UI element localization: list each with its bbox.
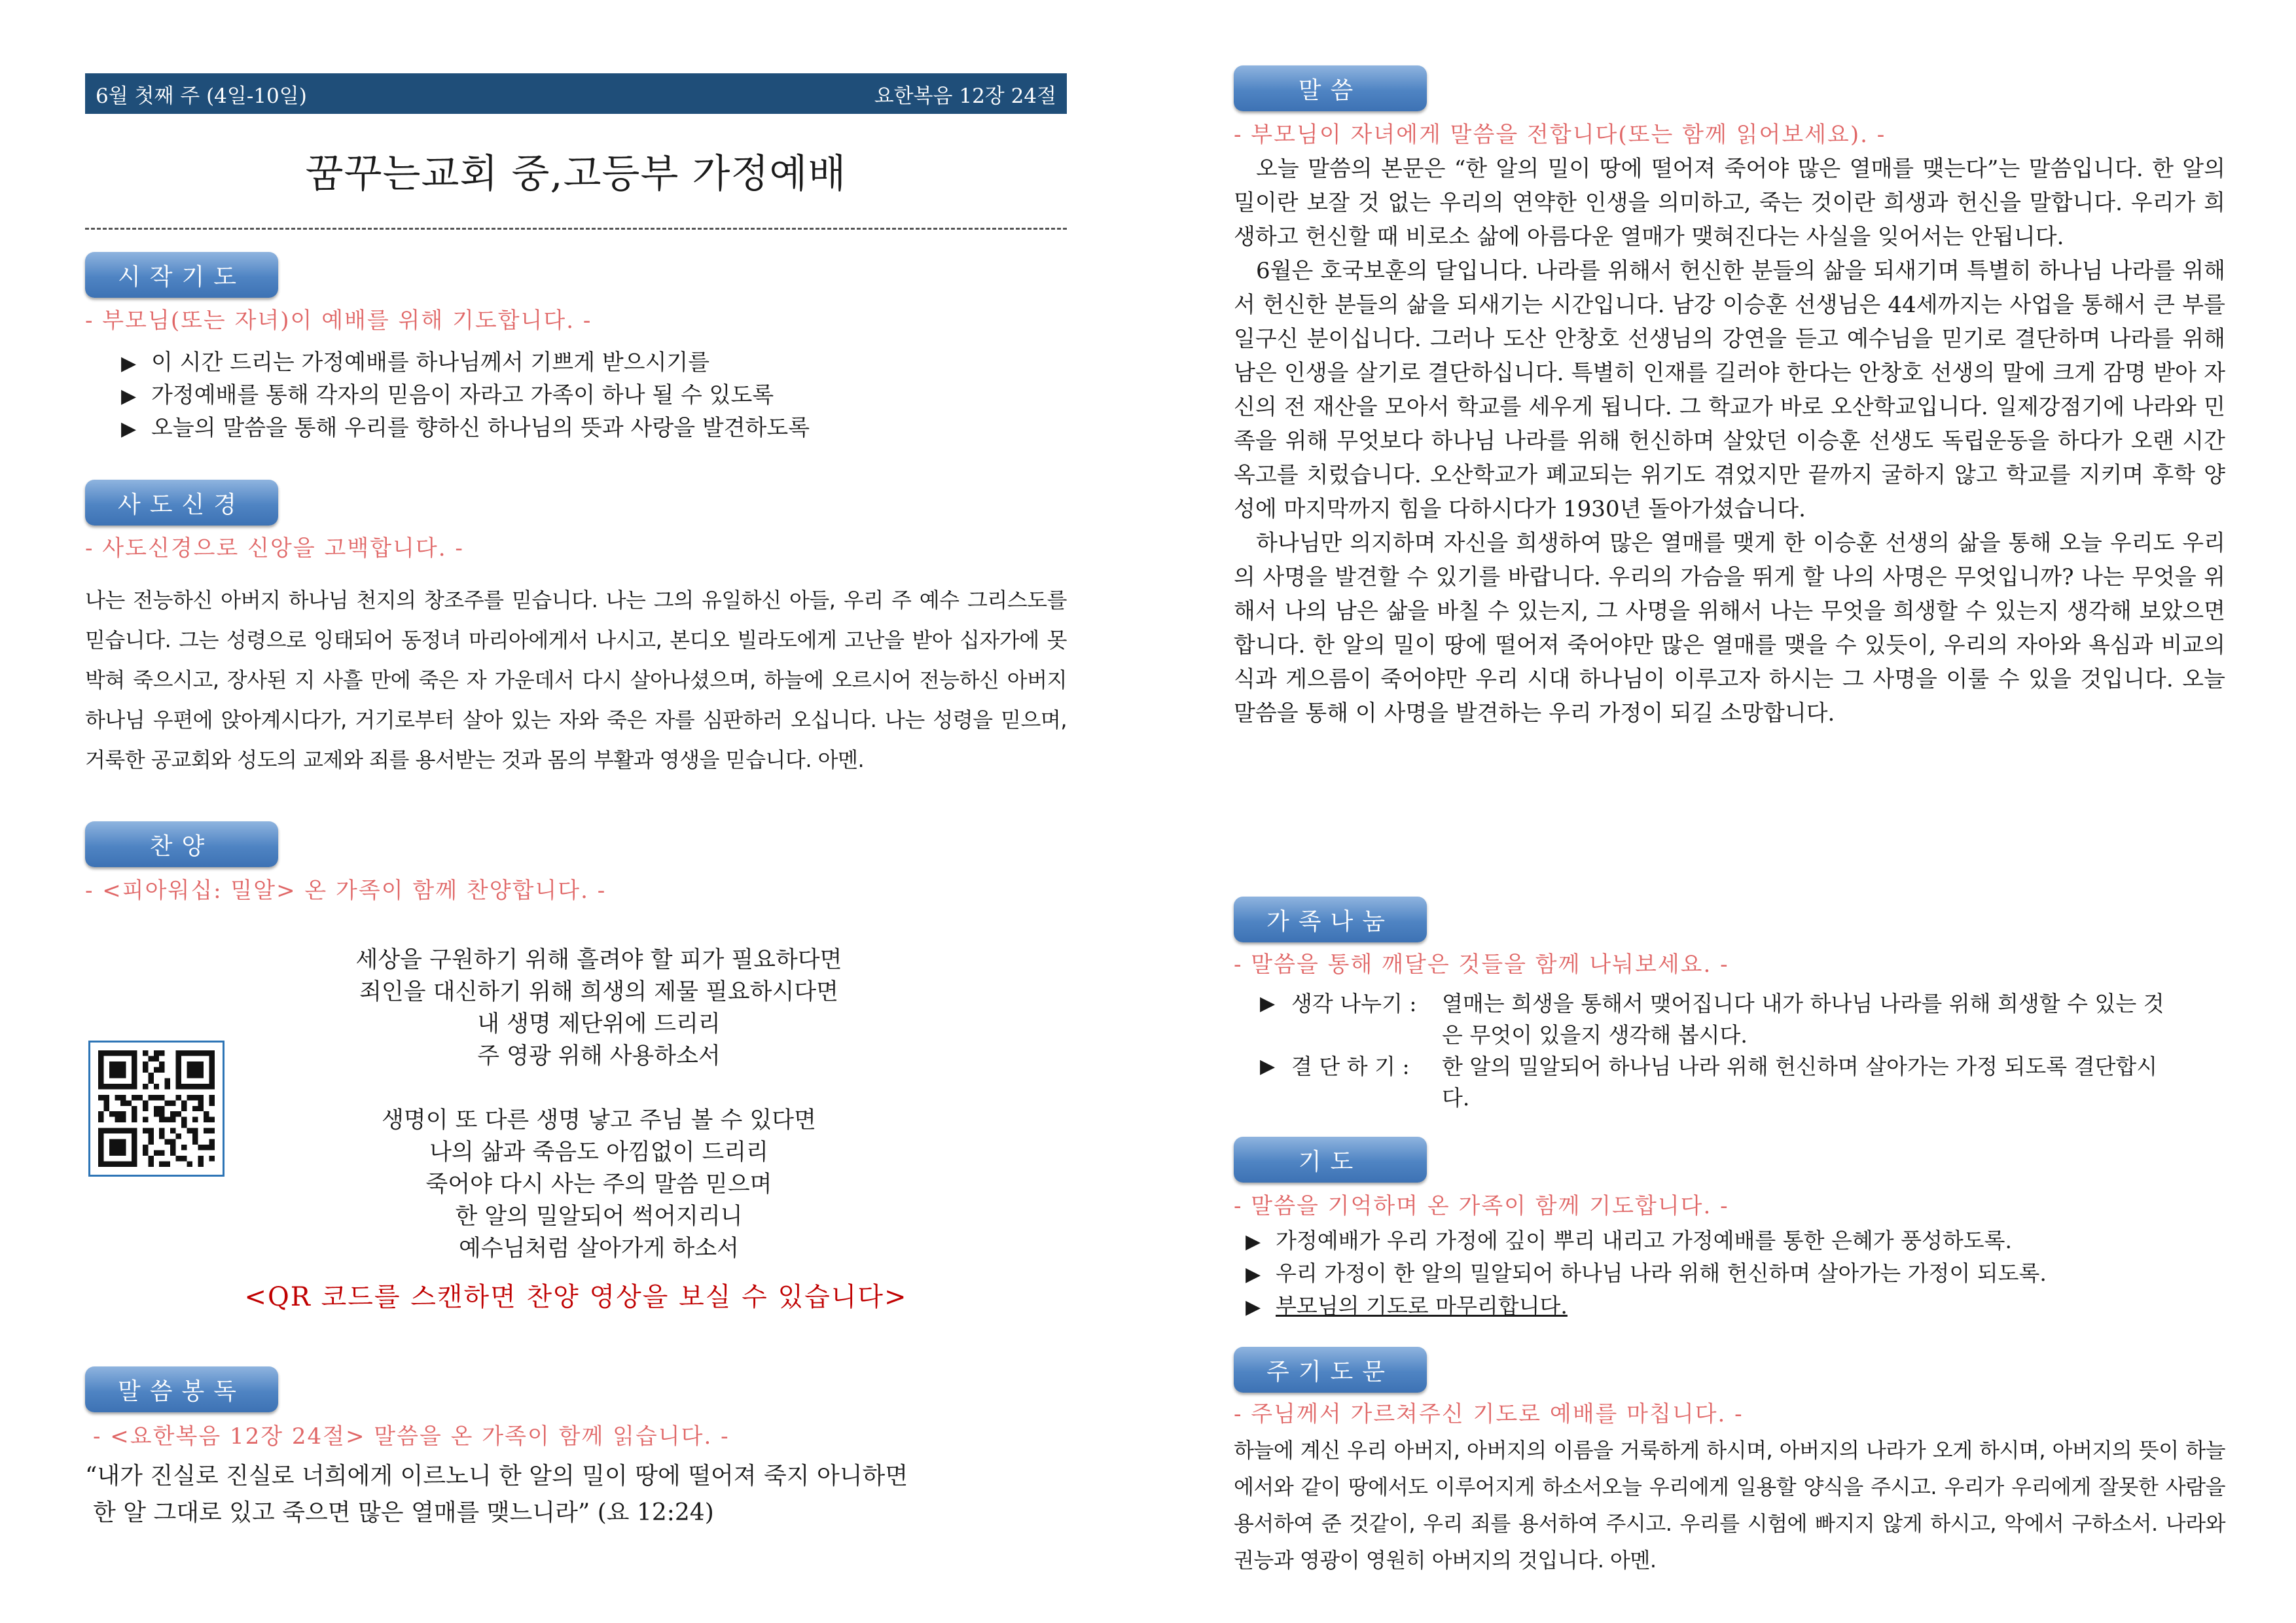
lords-prayer-heading: 주기도문 [1234,1347,1427,1393]
triangle-bullet-icon: ▶ [121,352,137,375]
week-label: 6월 첫째 주 (4일-10일) [96,84,307,108]
triangle-bullet-icon: ▶ [1246,1296,1261,1319]
list-item: ▶ 가정예배가 우리 가정에 깊이 뿌리 내리고 가정예배를 통한 은혜가 풍성하도록. [1246,1225,2047,1258]
list-item: ▶ 부모님의 기도로 마무리합니다. [1246,1291,2047,1323]
reading-instruction: - <요한복음 12장 24절> 말씀을 온 가족이 함께 읽습니다. - [93,1423,730,1450]
reading-heading: 말씀봉독 [85,1366,278,1412]
list-item: ▶ 우리 가정이 한 알의 밀알되어 하나님 나라 위해 헌신하며 살아가는 가정이 되도록. [1246,1258,2047,1291]
prayer-list [1246,1225,2047,1323]
lyric-line: 나의 삶과 죽음도 아낌없이 드리리 [429,1139,768,1166]
triangle-bullet-icon: ▶ [1260,1055,1276,1078]
sermon-instruction: - 부모님이 자녀에게 말씀을 전합니다(또는 함께 읽어보세요). - [1234,122,1886,148]
triangle-bullet-icon: ▶ [121,418,137,440]
sharing-list [1260,988,2209,1114]
sermon-body [1234,152,2225,730]
triangle-bullet-icon: ▶ [121,385,137,408]
creed-text: 나는 전능하신 아버지 하나님 천지의 창조주를 믿습니다. 나는 그의 유일하신 아들, 우리 주 예수 그리스도를 믿습니다. 그는 성령으로 잉태되어 동정녀 마리아에게서 나시고, 본디오 빌라도에게 고난을 받아 십자가에 못 박혀 죽으시고, 장사된 지 사흘 만에 죽은 자 가운데서 다시 살아나셨으며, 하늘에 오르시어 전능하신 아버지 하나님 우편에 앉아계시다가, 거기로부터 살아 있는 자와 죽은 자를 심판하러 오십니다. 나는 성령을 믿으며, 거룩한 공교회와 성도의 교제와 죄를 용서받는 것과 몸의 부활과 영생을 믿습니다. 아멘. [85,588,1067,772]
sermon-paragraph: 하나님만 의지하며 자신을 희생하여 많은 열매를 맺게 한 이승훈 선생의 삶을 통해 오늘 우리도 우리의 사명을 발견할 수 있기를 바랍니다. 우리의 가슴을 뛰게 할 나의 사명은 무엇입니까? 나는 무엇을 위해서 나의 남은 삶을 바칠 수 있는지, 그 사명을 위해서 나는 무엇을 희생할 수 있는지 생각해 보았으면 합니다. 한 알의 밀이 땅에 떨어져 죽어야만 많은 열매를 맺을 수 있듯이, 우리의 자아와 욕심과 비교의식과 게으름이 죽어야만 우리 시대 하나님이 이루고자 하시는 그 사명을 이룰 수 있을 것입니다. 오늘 말씀을 통해 이 사명을 발견하는 우리 가정이 되길 소망합니다. [1234,530,2225,726]
sermon-paragraph: 6월은 호국보훈의 달입니다. 나라를 위해서 헌신한 분들의 삶을 되새기며 특별히 하나님 나라를 위해서 헌신한 분들의 삶을 되새기는 시간입니다. 남강 이승훈 선생님은 44세까지는 사업을 통해서 큰 부를 일구신 분이십니다. 그러나 도산 안창호 선생님의 강연을 듣고 예수님을 믿기로 결단하며 나라를 위해 남은 인생을 살기로 결단하십니다. 특별히 인재를 길러야 한다는 안창호 선생의 말에 크게 감명 받아 자신의 전 재산을 모아서 학교를 세우게 됩니다. 그 학교가 바로 오산학교입니다. 일제강점기에 나라와 민족을 위해 무엇보다 하나님 나라를 위해 헌신하며 살았던 이승훈 선생도 독립운동을 하다가 오랜 시간 옥고를 치렀습니다. 오산학교가 폐교되는 위기도 겪었지만 끝까지 굴하지 않고 학교를 지키며 후학 양성에 마지막까지 힘을 다하시다가 1930년 돌아가셨습니다. [1234,258,2225,522]
prayer-instruction: - 말씀을 기억하며 온 가족이 함께 기도합니다. - [1234,1193,1729,1219]
lyric-line: 죄인을 대신하기 위해 희생의 제물 필요하시다면 [359,979,838,1005]
lyric-line: 죽어야 다시 사는 주의 말씀 믿으며 [425,1171,772,1198]
lyric-line: 한 알의 밀알되어 썩어지리니 [455,1204,743,1230]
praise-heading: 찬양 [85,821,278,867]
lords-prayer-text: 하늘에 계신 우리 아버지, 아버지의 이름을 거룩하게 하시며, 아버지의 나라가 오게 하시며, 아버지의 뜻이 하늘에서와 같이 땅에서도 이루어지게 하소서오늘 우리에게 일용할 양식을 주시고. 우리가 우리에게 잘못한 사람을 용서하여 준 것같이, 우리 죄를 용서하여 주시고. 우리를 시험에 빠지지 않게 하시고, 악에서 구하소서. 나라와 권능과 영광이 영원히 아버지의 것입니다. 아멘. [1234,1438,2225,1573]
page-title: 꿈꾸는교회 중,고등부 가정예배 [305,151,847,197]
qr-notice: <QR 코드를 스캔하면 찬양 영상을 보실 수 있습니다> [244,1282,908,1312]
lords-prayer-instruction: - 주님께서 가르쳐주신 기도로 예배를 마칩니다. - [1234,1401,1744,1427]
header-bar [85,73,1067,114]
opening-prayer-list [121,347,810,445]
list-item: ▶ 생각 나누기 : 열매는 희생을 통해서 맺어집니다 내가 하나님 나라를 위해 희생할 수 있는 것은 무엇이 있을지 생각해 봅시다. [1260,988,2209,1051]
lyric-line: 생명이 또 다른 생명 낳고 주님 볼 수 있다면 [382,1107,816,1133]
triangle-bullet-icon: ▶ [1246,1230,1261,1253]
sermon-heading: 말씀 [1234,65,1427,111]
lyric-line: 예수님처럼 살아가게 하소서 [459,1236,739,1262]
list-item: ▶ 가정예배를 통해 각자의 믿음이 자라고 가족이 하나 될 수 있도록 [121,380,810,412]
praise-instruction: - <피아워십: 밀알> 온 가족이 함께 찬양합니다. - [85,878,607,904]
opening-prayer-heading: 시작기도 [85,252,278,298]
lyric-line: 세상을 구원하기 위해 흘려야 할 피가 필요하다면 [355,947,842,973]
triangle-bullet-icon: ▶ [1246,1263,1261,1286]
verse-line-1: “내가 진실로 진실로 너희에게 이르노니 한 알의 밀이 땅에 떨어져 죽지 아니하면 [85,1463,908,1489]
sharing-heading: 가족나눔 [1234,897,1427,942]
verse-line-2: 한 알 그대로 있고 죽으면 많은 열매를 맺느니라” (요 12:24) [93,1499,714,1526]
sermon-paragraph: 오늘 말씀의 본문은 “한 알의 밀이 땅에 떨어져 죽어야 많은 열매를 맺는다”는 말씀입니다. 한 알의 밀이란 보잘 것 없는 우리의 연약한 인생을 의미하고, 죽는 것이란 희생과 헌신을 말합니다. 우리가 희생하고 헌신할 때 비로소 삶에 아름다운 열매가 맺혀진다는 사실을 잊어서는 안됩니다. [1234,156,2225,250]
list-item: ▶ 오늘의 말씀을 통해 우리를 향하신 하나님의 뜻과 사랑을 발견하도록 [121,412,810,445]
prayer-heading: 기도 [1234,1137,1427,1183]
creed-instruction: - 사도신경으로 신앙을 고백합니다. - [85,535,464,562]
lyric-line: 주 영광 위해 사용하소서 [477,1043,721,1069]
triangle-bullet-icon: ▶ [1260,992,1276,1015]
scripture-reference: 요한복음 12장 24절 [874,84,1056,108]
opening-prayer-instruction: - 부모님(또는 자녀)이 예배를 위해 기도합니다. - [85,308,592,334]
sharing-instruction: - 말씀을 통해 깨달은 것들을 함께 나눠보세요. - [1234,952,1729,978]
lyrics-verse-1 [229,944,969,1073]
list-item: ▶ 이 시간 드리는 가정예배를 하나님께서 기쁘게 받으시기를 [121,347,810,380]
dashed-divider [85,228,1067,230]
list-item: ▶ 결 단 하 기 : 한 알의 밀알되어 하나님 나라 위해 헌신하며 살아가는 가정 되도록 결단합시다. [1260,1051,2209,1114]
lyrics-verse-2 [229,1105,969,1265]
lyric-line: 내 생명 제단위에 드리리 [477,1011,721,1037]
qr-code-icon[interactable] [88,1041,224,1177]
creed-heading: 사도신경 [85,480,278,526]
